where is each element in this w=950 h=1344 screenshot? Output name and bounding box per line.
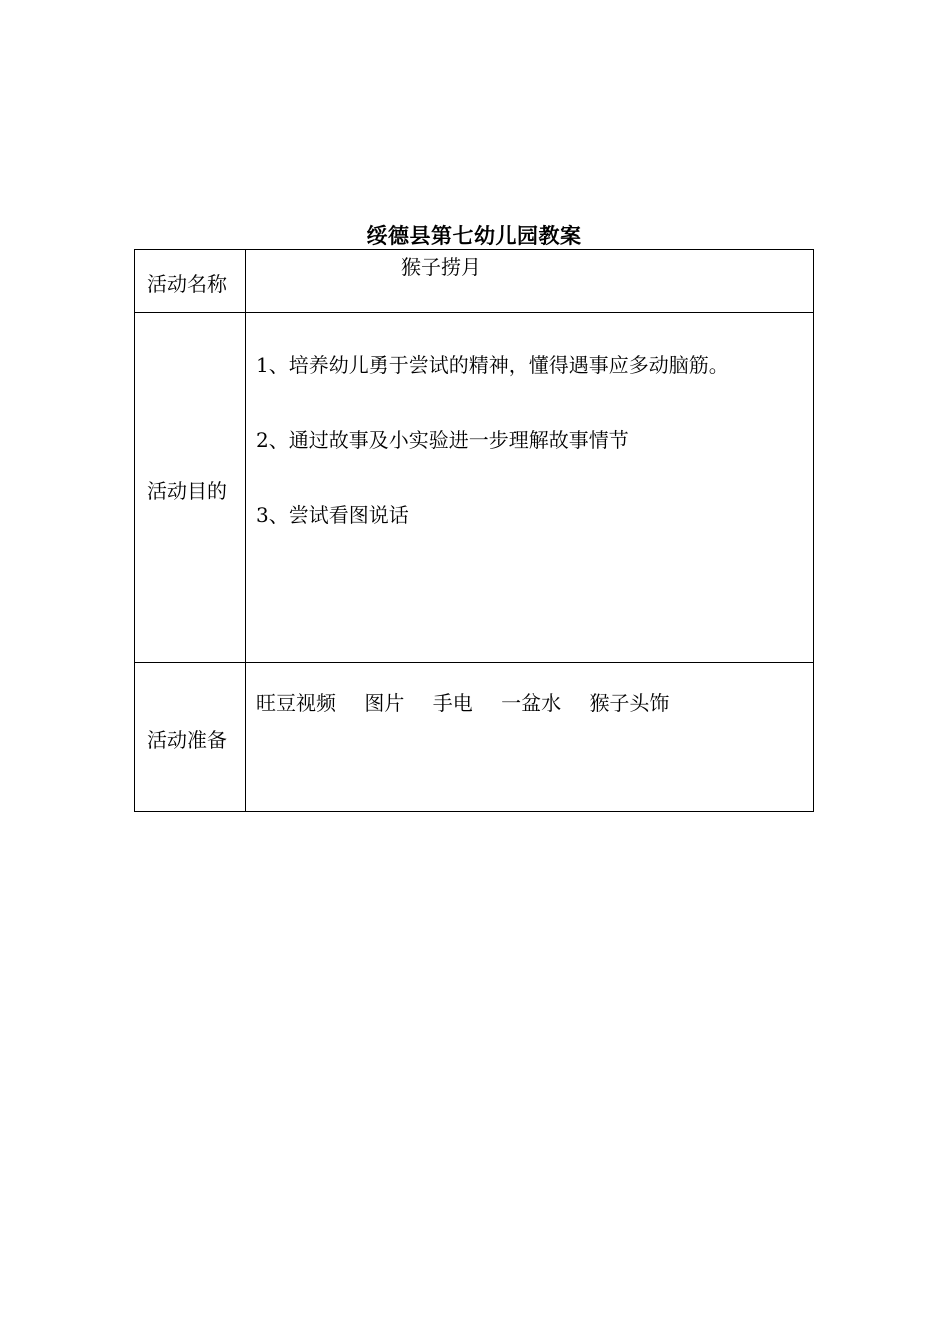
prep-item: 旺豆视频 [256,691,336,715]
prep-item: 猴子头饰 [589,691,670,715]
table-row [135,663,814,812]
prep-item: 一盆水 [501,691,562,715]
goal-item: 2、通过故事及小实验进一步理解故事情节 [256,428,629,452]
table-row [135,250,814,313]
label-cell [135,663,246,812]
lesson-plan-table [134,249,814,812]
value-cell [246,313,814,663]
prep-item: 手电 [432,691,473,715]
activity-name-value: 猴子捞月 [401,255,481,279]
prep-materials-list [256,687,691,716]
activity-goals-label: 活动目的 [147,479,227,503]
value-cell [246,663,814,812]
prep-item: 图片 [364,691,405,715]
activity-prep-label: 活动准备 [147,728,227,752]
value-cell [246,250,814,313]
label-cell [135,313,246,663]
label-cell [135,250,246,313]
document-title: 绥德县第七幼儿园教案 [366,224,582,248]
activity-name-label: 活动名称 [147,272,227,296]
goal-item: 1、培养幼儿勇于尝试的精神，懂得遇事应多动脑筋。 [256,353,729,377]
goal-item: 3、尝试看图说话 [256,503,409,527]
table-row [135,313,814,663]
